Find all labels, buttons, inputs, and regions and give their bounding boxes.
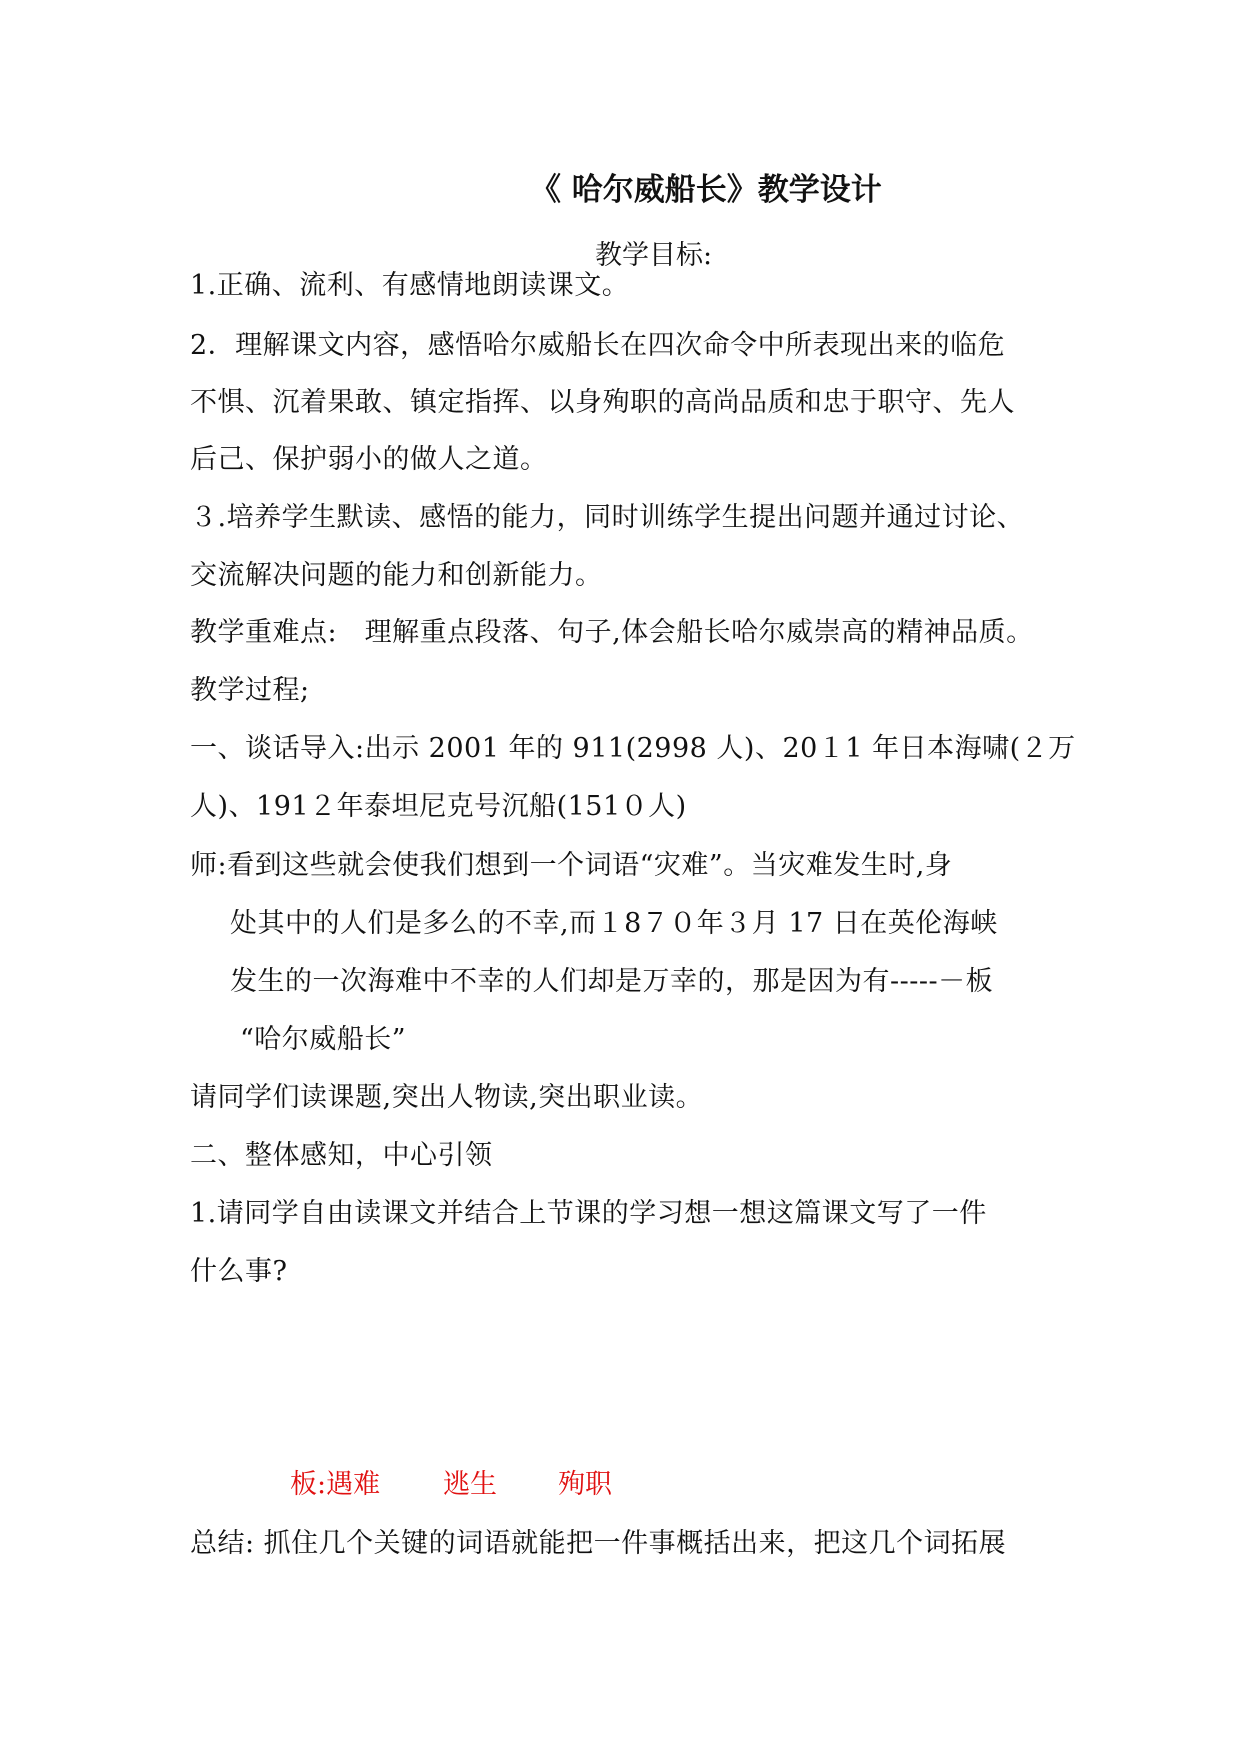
intro-line-2: 人)、191２年泰坦尼克号沉船(151０人): [190, 791, 687, 822]
teacher-line-3: 发生的一次海难中不幸的人们却是万幸的，那是因为有-----－板: [230, 966, 994, 997]
board-keyword-3: 殉职: [558, 1469, 612, 1500]
key-difficulties: 教学重难点: 理解重点段落、句子,体会船长哈尔威崇高的精神品质。: [190, 617, 1034, 648]
board-keyword-2: 逃生: [443, 1469, 497, 1500]
objective-2-line-3: 后己、保护弱小的做人之道。: [190, 444, 548, 475]
board-keyword-1: 板:遇难: [290, 1469, 381, 1500]
teacher-line-2: 处其中的人们是多么的不幸,而１8７０年３月 17 日在英伦海峡: [230, 908, 998, 939]
task-1-line-1: 1.请同学自由读课文并结合上节课的学习想一想这篇课文写了一件: [190, 1198, 987, 1229]
objective-1: 1.正确、流利、有感情地朗读课文。: [190, 270, 630, 301]
summary-line: 总结: 抓住几个关键的词语就能把一件事概括出来，把这几个词拓展: [190, 1528, 1007, 1559]
process-heading: 教学过程;: [190, 675, 310, 706]
objective-3-line-1: ３.培养学生默读、感悟的能力，同时训练学生提出问题并通过讨论、: [190, 502, 1025, 533]
document-title: 《 哈尔威船长》教学设计: [530, 172, 882, 208]
task-1-line-2: 什么事?: [190, 1256, 288, 1287]
teacher-line-4: “哈尔威船长”: [240, 1024, 407, 1055]
reading-instruction: 请同学们读课题,突出人物读,突出职业读。: [190, 1082, 704, 1113]
objective-3-line-2: 交流解决问题的能力和创新能力。: [190, 560, 603, 591]
section-two-heading: 二、整体感知，中心引领: [190, 1140, 493, 1171]
objective-2-line-1: 2．理解课文内容，感悟哈尔威船长在四次命令中所表现出来的临危: [190, 330, 1006, 361]
section-heading-objectives: 教学目标:: [595, 240, 713, 271]
teacher-line-1: 师:看到这些就会使我们想到一个词语“灾难”。当灾难发生时,身: [190, 850, 953, 881]
intro-line-1: 一、谈话导入:出示 2001 年的 911(2998 人)、20１1 年日本海啸(２万: [190, 733, 1076, 764]
blackboard-keywords: [0, 1467, 1241, 1507]
objective-2-line-2: 不惧、沉着果敢、镇定指挥、以身殉职的高尚品质和忠于职守、先人: [190, 387, 1015, 418]
